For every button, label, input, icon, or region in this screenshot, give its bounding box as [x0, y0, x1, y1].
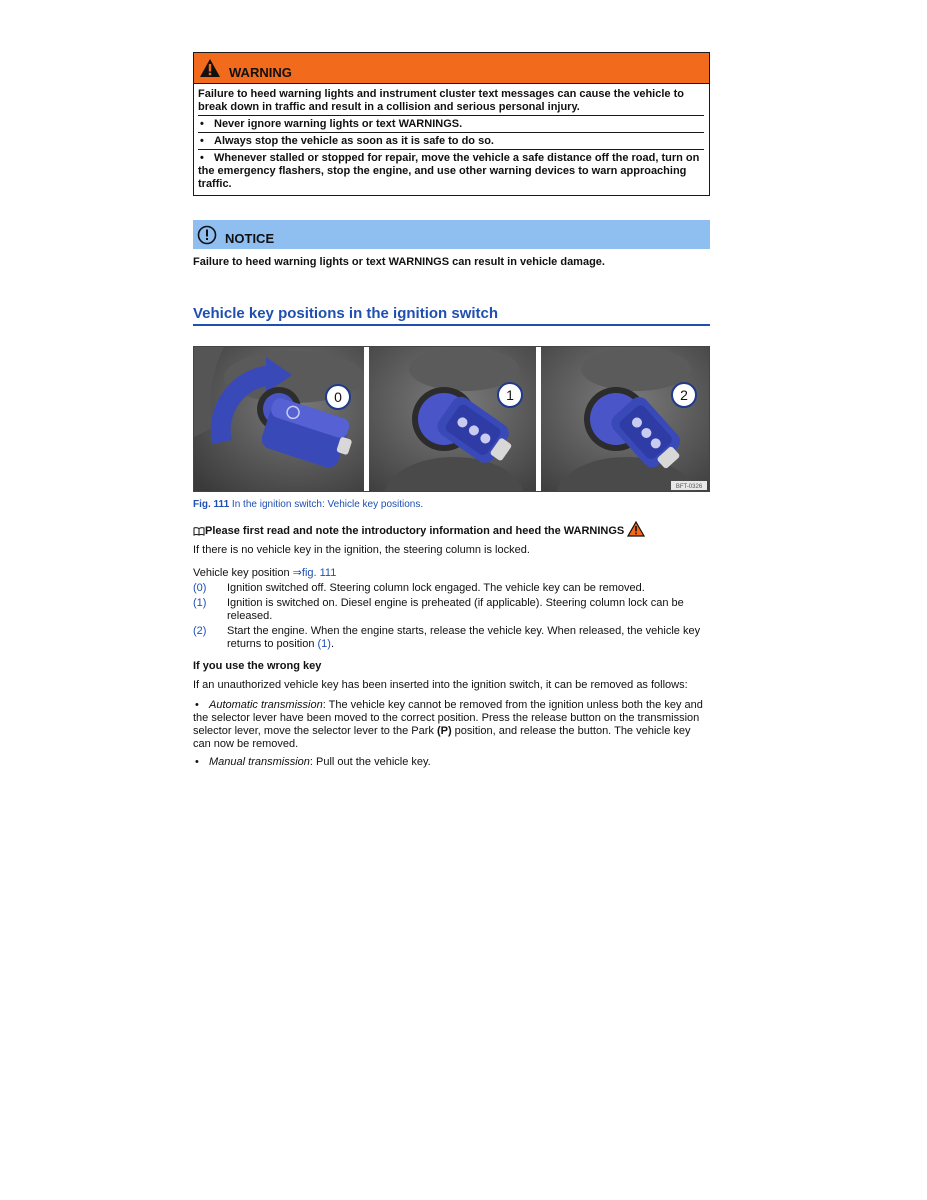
- positions-lead-text: Vehicle key position: [193, 567, 293, 579]
- warning-triangle-icon: [199, 58, 221, 78]
- key-positions-figure: [193, 346, 710, 492]
- wrong-key-intro: If an unauthorized vehicle key has been inserted into the ignition switch, it can be removed as follows:: [193, 679, 688, 691]
- para-locked: If there is no vehicle key in the ignition, the steering column is locked.: [193, 544, 530, 556]
- automatic-transmission-label: Automatic transmission: [209, 699, 323, 711]
- figure-caption: [193, 499, 710, 510]
- warning-item: • Always stop the vehicle as soon as it is safe to do so.: [198, 132, 704, 149]
- figure-panel-0: [194, 347, 364, 491]
- figure-caption-text: In the ignition switch: Vehicle key positions.: [231, 499, 424, 510]
- manual-page: [193, 52, 710, 769]
- position-item: [193, 582, 710, 595]
- position-number: (0): [193, 582, 207, 594]
- warning-body: [194, 84, 709, 195]
- manual-transmission-item: • Manual transmission: Pull out the vehicle key.: [195, 756, 431, 768]
- position-number: (1): [193, 597, 207, 609]
- position-item: [193, 597, 710, 623]
- intro-line: [193, 524, 710, 537]
- positions-list: [193, 582, 710, 651]
- figure-link[interactable]: ⇒fig. 111: [292, 567, 337, 579]
- automatic-transmission-item: • Automatic transmission: The vehicle key cannot be removed from the ignition unless both the key and the selector lever have been moved to the correct position. Press the release button on the transmission selector lever, move the selector lever to the Park (P) position, and release the button. The vehicle key can now be removed.: [193, 699, 703, 750]
- position-item: [193, 625, 710, 651]
- figure-panel-1: [366, 347, 537, 491]
- figure-code: BFT-0326: [676, 484, 703, 490]
- key-position-2-illustration: [541, 347, 709, 491]
- position-link[interactable]: (1): [317, 638, 331, 650]
- notice-text: Failure to heed warning lights or text WARNINGS can result in vehicle damage.: [193, 256, 605, 268]
- key-position-1-illustration: [369, 347, 537, 491]
- figure-panel-2: [538, 347, 709, 491]
- warning-header: [194, 53, 709, 84]
- warning-item: • Never ignore warning lights or text WARNINGS.: [198, 115, 704, 132]
- section-title: Vehicle key positions in the ignition switch: [193, 305, 710, 326]
- park-label: (P): [436, 725, 452, 737]
- exclamation-circle-icon: [197, 225, 217, 245]
- figure-caption-label: Fig. 111: [193, 499, 230, 510]
- wrong-key-heading: If you use the wrong key: [193, 660, 322, 672]
- warning-intro: Failure to heed warning lights and instrument cluster text messages can cause the vehicle to break down in traffic and result in a collision and serious personal injury.: [198, 88, 684, 113]
- panel-label: 1: [505, 387, 514, 403]
- notice-title: NOTICE: [225, 231, 275, 246]
- position-text: Ignition switched off. Steering column lock engaged. The vehicle key can be removed.: [227, 582, 645, 594]
- position-text: Ignition is switched on. Diesel engine is preheated (if applicable). Steering column lock can be released.: [227, 597, 684, 622]
- warning-item: • Whenever stalled or stopped for repair, move the vehicle a safe distance off the road, turn on the emergency flashers, stop the engine, and use other warning devices to warn approaching traffic.: [198, 149, 704, 192]
- warning-triangle-icon: [627, 521, 645, 537]
- notice-header: [193, 220, 710, 249]
- position-text: Start the engine. When the engine starts, release the vehicle key. When released, the vehicle key returns to position (1).: [227, 625, 701, 650]
- intro-line-text: Please first read and note the introductory information and heed the WARNINGS: [205, 524, 625, 537]
- panel-label: 0: [334, 389, 342, 405]
- position-number: (2): [193, 625, 207, 637]
- panel-label: 2: [680, 387, 689, 403]
- key-position-0-illustration: [194, 347, 364, 491]
- book-icon: [193, 526, 205, 536]
- warning-title: WARNING: [229, 64, 292, 80]
- manual-transmission-label: Manual transmission: [209, 756, 310, 768]
- positions-lead: [193, 567, 710, 580]
- warning-box: [193, 52, 710, 196]
